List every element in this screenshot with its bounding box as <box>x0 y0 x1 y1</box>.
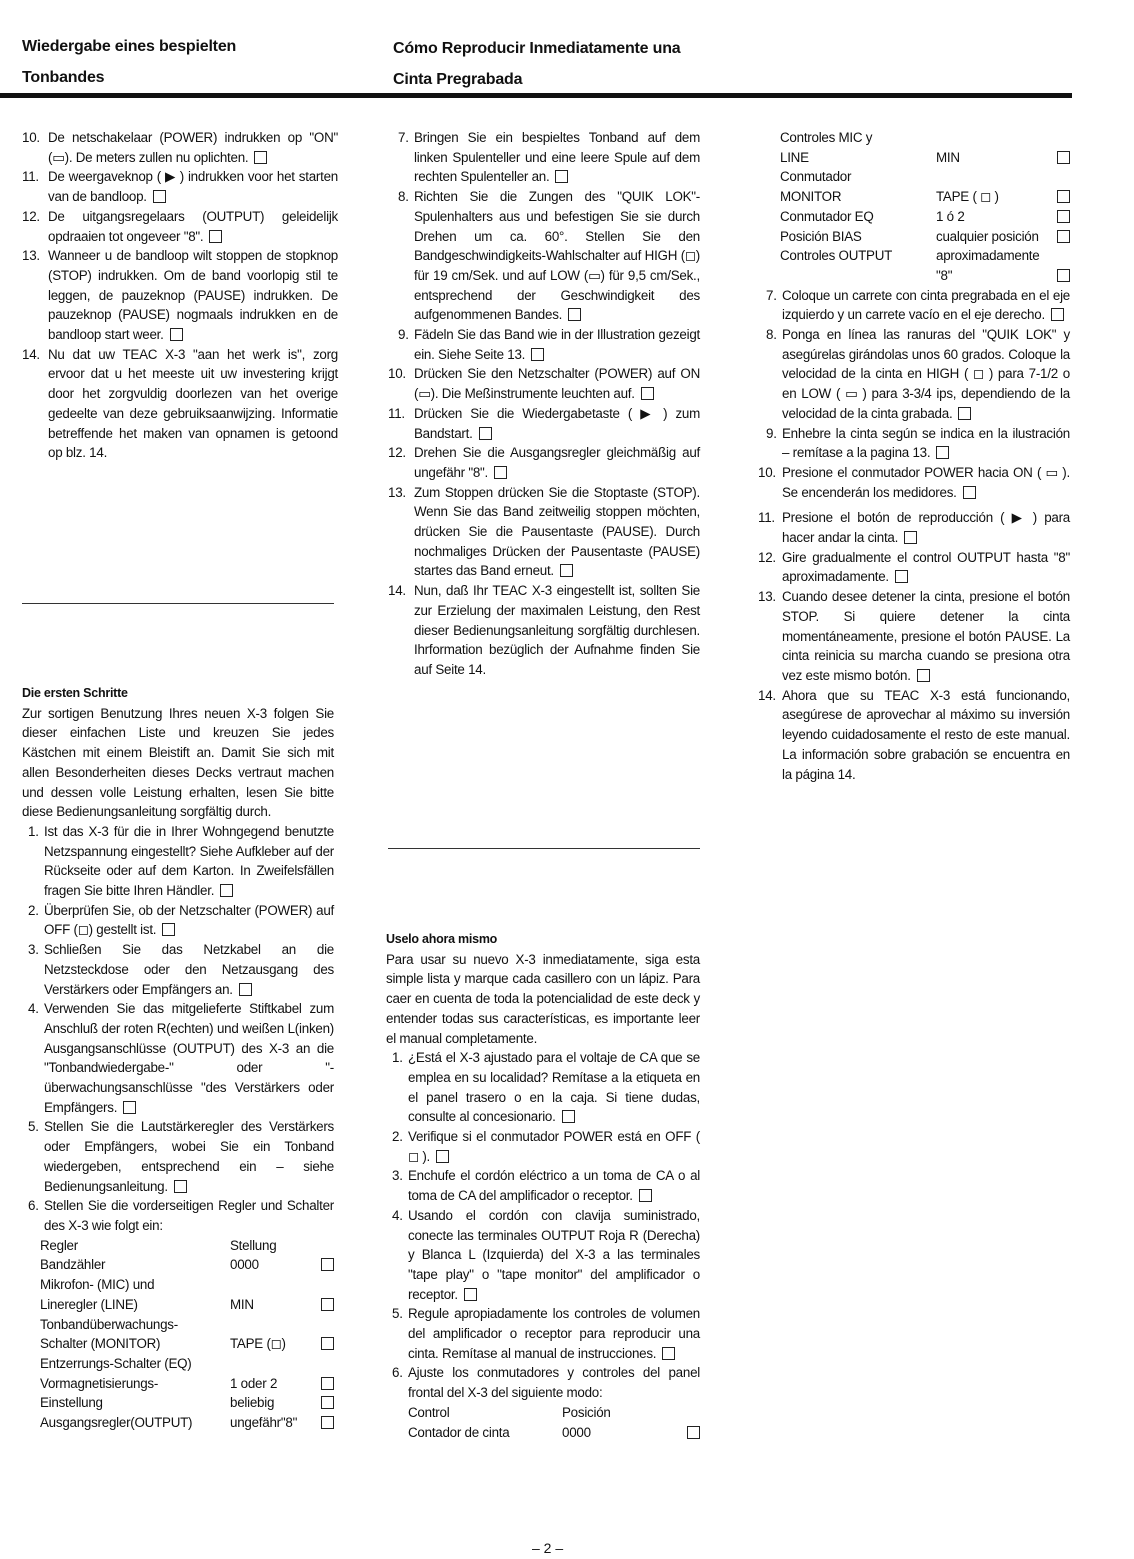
list-item: 4. Verwenden Sie das mitgelieferte Stiftkabel zum Anschluß der roten R(echten) und weißen L(inken) Ausgangsanschlüsse (OUTPUT) des X-3 an die "Tonbandwiedergabe-" oder "-überwachungsanschlüsse "des Verstärkers oder Empfängers. <box>28 1001 334 1115</box>
checkbox[interactable] <box>1057 210 1070 223</box>
checkbox[interactable] <box>174 1180 187 1193</box>
checkbox[interactable] <box>321 1298 334 1311</box>
checkbox[interactable] <box>321 1258 334 1271</box>
spanish-title-line2: Cinta Pregrabada <box>393 71 523 88</box>
list-item: 1. Ist das X-3 für die in Ihrer Wohngegend benutzte Netzspannung eingestellt? Siehe Aufkleber auf der Rückseite oder auf dem Karton. In Zweifelsfällen fragen Sie bitte Ihren Händler. <box>28 823 334 899</box>
section-title: Uselo ahora mismo <box>386 932 498 946</box>
german-title <box>22 31 352 93</box>
checkbox[interactable] <box>936 446 949 459</box>
checkbox[interactable] <box>639 1189 652 1202</box>
list-item: 14. Ahora que su TEAC X-3 está funcionando, asegúrese de aprovechar al máximo su inversión leyendo cuidadosamente el resto de este manual. La información sobre grabación se encuentra en la página 14. <box>758 687 1070 782</box>
list-item: 6. Ajuste los conmutadores y controles del panel frontal del X-3 del siguiente modo: <box>392 1365 700 1401</box>
checkbox[interactable] <box>895 570 908 583</box>
checkbox[interactable] <box>170 328 183 341</box>
checkbox[interactable] <box>687 1426 700 1439</box>
german-title-line1: Wiedergabe eines bespielten <box>22 38 237 55</box>
list-item: 12. Drehen Sie die Ausgangsregler gleichmäßig auf ungefähr "8". <box>388 445 700 480</box>
list-item: 8. Richten Sie die Zungen des "QUIK LOK"-Spulenhalters aus und befestigen Sie sie durch Drehen um ca. 60°. Stellen Sie den Bandgeschwindigkeits-Wahlschalter auf HIGH (◻) für 19 cm/Sek. und auf LOW (▭) für 9,5 cm/Sek., entsprechend der Geschwindigkeit des aufgenommenen Bandes. <box>398 189 700 323</box>
page-number: – 2 – <box>532 1540 564 1556</box>
list-item: 12. De uitgangsregelaars (OUTPUT) geleidelijk opdraaien tot ongeveer "8". <box>22 208 338 244</box>
settings-table: Regler Stellung Bandzähler 0000 Mikrofon- (MIC) und Lineregler (LINE) MIN Tonbandüberwachungs- Schalter (MONITOR) TAPE (◻) Entzerrungs-Schalter (EQ) Vormagnetisierungs- 1 oder 2 Einstellung beliebig Ausgangsregler(OUTPUT) ungefähr"8" <box>40 1236 334 1433</box>
list-item: 6. Stellen Sie die vorderseitigen Regler und Schalter des X-3 wie folgt ein: <box>28 1198 334 1233</box>
checkbox[interactable] <box>436 1150 449 1163</box>
list-item: 11. Drücken Sie die Wiedergabetaste ( ▶ ) zum Bandstart. <box>388 405 700 441</box>
header-rule <box>0 93 1072 98</box>
checkbox[interactable] <box>1057 269 1070 282</box>
spanish-title-line1: Cómo Reproducir Inmediatamente una <box>393 40 681 57</box>
col1-german-section <box>22 684 334 1433</box>
checkbox[interactable] <box>1057 230 1070 243</box>
spanish-title <box>393 33 793 95</box>
checkbox[interactable] <box>555 170 568 183</box>
list-item: 10. Drücken Sie den Netzschalter (POWER) auf ON (▭). Die Meßinstrumente leuchten auf. <box>388 366 700 402</box>
checkbox[interactable] <box>1051 308 1064 321</box>
checkbox[interactable] <box>1057 190 1070 203</box>
checkbox[interactable] <box>531 348 544 361</box>
checkbox[interactable] <box>321 1377 334 1390</box>
checkbox[interactable] <box>1057 151 1070 164</box>
list-item: 2. Verifique si el conmutador POWER está en OFF ( ◻ ). <box>392 1129 700 1164</box>
checkbox[interactable] <box>220 884 233 897</box>
list-item: 13. Zum Stoppen drücken Sie die Stoptaste (STOP). Wenn Sie das Band zeitweilig stoppen möchten, drücken Sie die Pausentaste (PAUSE). Durch nochmaliges Drücken der Pausentaste (PAUSE) startes das Band erneut. <box>388 484 700 579</box>
list-item: 3. Schließen Sie das Netzkabel an die Netzsteckdose oder den Netzausgang des Verstärkers oder Empfängers an. <box>28 942 334 997</box>
list-item: 7. Coloque un carrete con cinta pregrabada en el eje izquierdo y un carrete vacío en el eje derecho. <box>766 287 1070 323</box>
checkbox[interactable] <box>321 1396 334 1409</box>
checkbox[interactable] <box>917 669 930 682</box>
checkbox[interactable] <box>963 486 976 499</box>
col1-separator <box>22 603 334 604</box>
checkbox[interactable] <box>162 923 175 936</box>
checkbox[interactable] <box>153 190 166 203</box>
col3-spanish-section <box>758 128 1070 784</box>
col2-separator <box>388 848 700 849</box>
checkbox[interactable] <box>562 1110 575 1123</box>
checkbox[interactable] <box>479 427 492 440</box>
settings-table: Control Posición Contador de cinta 0000 <box>408 1403 700 1442</box>
checkbox[interactable] <box>321 1416 334 1429</box>
list-item: 11. De weergaveknop ( ▶ ) indrukken voor het starten van de bandloop. <box>22 169 338 205</box>
list-item: 9. Enhebre la cinta según se indica en la ilustración – remítase a la pagina 13. <box>766 425 1070 461</box>
german-title-line2: Tonbandes <box>22 69 105 86</box>
list-item: 2. Überprüfen Sie, ob der Netzschalter (POWER) auf OFF (◻) gestellt ist. <box>28 902 334 938</box>
section-title: Die ersten Schritte <box>22 686 128 700</box>
list-item: 7. Bringen Sie ein bespieltes Tonband auf dem linken Spulenteller und eine leere Spule auf dem rechten Spulenteller an. <box>398 130 700 185</box>
list-item: 5. Regule apropiadamente los controles de volumen del amplificador o receptor para reproducir una cinta. Remítase al manual de instrucciones. <box>392 1306 700 1361</box>
intro-paragraph: Zur sortigen Benutzung Ihres neuen X-3 folgen Sie dieser einfachen Liste und kreuzen Sie jedes Kästchen mit einem Bleistift an. Damit Sie sich mit allen Besonderheiten dieses Decks vertraut machen und dessen volle Leistung erhalten, lesen Sie bitte diese Bedienungsanleitung sorgfältig durch. <box>22 705 334 820</box>
col2-spanish-section <box>386 930 700 1442</box>
checkbox[interactable] <box>209 230 222 243</box>
list-item: 1. ¿Está el X-3 ajustado para el voltaje de CA que se emplea en su localidad? Remítase a la etiqueta en el panel trasero o en la caja. Si tiene dudas, consulte al concesionario. <box>392 1050 700 1125</box>
checkbox[interactable] <box>560 564 573 577</box>
list-item: 14. Nu dat uw TEAC X-3 "aan het werk is", zorg ervoor dat u het meeste uit uw investering krijgt door het zorgvuldig doorlezen van het overige gedeelte van deze gebruiksaanwijzing. Informatie betreffende het maken van opnamen is getoond op blz. 14. <box>22 346 338 461</box>
list-item: 5. Stellen Sie die Lautstärkeregler des Verstärkers oder Empfängers, wobei Sie ein Tonband wiedergeben, entsprechend ein – siehe Bedienungsanleitung. <box>28 1119 334 1194</box>
list-item: 8. Ponga en línea las ranuras del "QUIK LOK" y asegúrelas girándolas unos 60 grados. Coloque la velocidad de la cinta en HIGH ( ◻ ) para 7-1/2 o en LOW ( ▭ ) para 3-3/4 ips, dependiendo de la velocidad de la cinta grabada. <box>766 327 1070 421</box>
checkbox[interactable] <box>568 308 581 321</box>
checkbox[interactable] <box>958 407 971 420</box>
settings-table: Controles MIC y LINE MIN Conmutador MONITOR TAPE ( ◻ ) Conmutador EQ 1 ó 2 Posición BIAS cualquier posición Controles OUTPUT aproximadamente "8" <box>780 128 1070 286</box>
checkbox[interactable] <box>494 466 507 479</box>
list-item: 12. Gire gradualmente el control OUTPUT hasta "8" aproximadamente. <box>758 549 1070 585</box>
list-item: 10. De netschakelaar (POWER) indrukken op "ON" (▭). De meters zullen nu oplichten. <box>22 130 338 165</box>
checkbox[interactable] <box>239 983 252 996</box>
list-item: 4. Usando el cordón con clavija suministrado, conecte las terminales OUTPUT Roja R (Derecha) y Blanca L (Izquierda) del X-3 a las terminales "tape play" o "tape monitor" del amplificador o receptor. <box>392 1207 700 1302</box>
list-item: 13. Cuando desee detener la cinta, presione el botón STOP. Si quiere detener la cinta momentáneamente, presione el botón PAUSE. La cinta reinicia su marcha cuando se presiona otra vez este mismo botón. <box>758 589 1070 683</box>
checkbox[interactable] <box>254 151 267 164</box>
list-item: 11. Presione el botón de reproducción ( ▶ ) para hacer andar la cinta. <box>758 510 1070 546</box>
col1-top-list <box>22 128 338 463</box>
col2-top-list <box>388 128 700 680</box>
list-item: 13. Wanneer u de bandloop wilt stoppen de stopknop (STOP) indrukken. Om de band voorlopig stil te leggen, de pauzeknop (PAUSE) indrukken. De pauzeknop (PAUSE) nogmaals indrukken en de bandloop start weer. <box>22 248 338 343</box>
list-item: 10. Presione el conmutador POWER hacia ON ( ▭ ). Se encenderán los medidores. <box>758 464 1070 500</box>
checkbox[interactable] <box>641 387 654 400</box>
checkbox[interactable] <box>904 531 917 544</box>
intro-paragraph: Para usar su nuevo X-3 inmediatamente, siga esta simple lista y marque cada casillero con un lápiz. Para caer en cuenta de toda la potencialidad de este deck y entender todas sus características, es importante leer el manual completamente. <box>386 951 700 1046</box>
checkbox[interactable] <box>123 1101 136 1114</box>
checkbox[interactable] <box>662 1347 675 1360</box>
list-item: 14. Nun, daß Ihr TEAC X-3 eingestellt ist, sollten Sie zur Erzielung der maximalen Leistung, den Rest dieser Bedienungsanleitung sorgfältig durchlesen. Ihrformation bezüglich der Aufnahme finden Sie auf Seite 14. <box>388 583 700 677</box>
list-item: 3. Enchufe el cordón eléctrico a un toma de CA o al toma de CA del amplificador o receptor. <box>392 1168 700 1204</box>
checkbox[interactable] <box>464 1288 477 1301</box>
list-item: 9. Fädeln Sie das Band wie in der Illustration gezeigt ein. Siehe Seite 13. <box>398 327 700 362</box>
checkbox[interactable] <box>321 1337 334 1350</box>
